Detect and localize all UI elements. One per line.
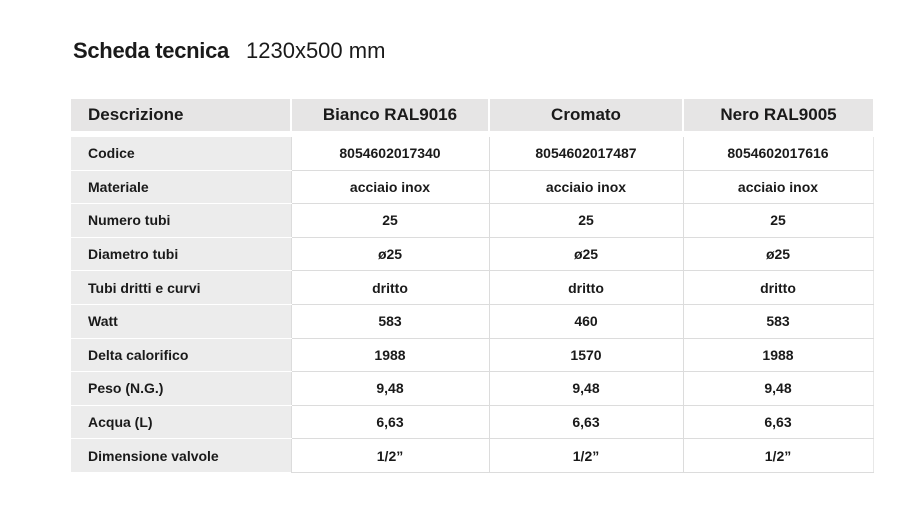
- table-cell: 8054602017616: [683, 134, 873, 170]
- table-cell: 1988: [683, 338, 873, 372]
- table-cell: 9,48: [291, 372, 489, 406]
- row-label: Dimensione valvole: [71, 439, 291, 473]
- spec-table: [71, 99, 874, 473]
- table-cell: 1/2”: [291, 439, 489, 473]
- column-header-cromato: Cromato: [489, 99, 683, 134]
- table-cell: 9,48: [489, 372, 683, 406]
- table-cell: acciaio inox: [489, 170, 683, 204]
- table-cell: 583: [683, 304, 873, 338]
- table-header-row: [71, 99, 873, 134]
- table-cell: 583: [291, 304, 489, 338]
- table-cell: 1/2”: [489, 439, 683, 473]
- table-cell: ø25: [683, 237, 873, 271]
- table-cell: acciaio inox: [291, 170, 489, 204]
- table-cell: 6,63: [683, 405, 873, 439]
- table-row: [71, 204, 873, 238]
- table-row: [71, 271, 873, 305]
- table-cell: acciaio inox: [683, 170, 873, 204]
- table-row: [71, 237, 873, 271]
- row-label: Numero tubi: [71, 204, 291, 238]
- table-row: [71, 405, 873, 439]
- table-cell: 25: [489, 204, 683, 238]
- table-cell: 9,48: [683, 372, 873, 406]
- dimensions-text: 1230x500 mm: [246, 38, 386, 63]
- table-cell: 25: [683, 204, 873, 238]
- page-title: [73, 38, 385, 68]
- table-cell: ø25: [291, 237, 489, 271]
- table-row: [71, 372, 873, 406]
- row-label: Materiale: [71, 170, 291, 204]
- table-cell: 8054602017340: [291, 134, 489, 170]
- table-cell: ø25: [489, 237, 683, 271]
- row-label: Diametro tubi: [71, 237, 291, 271]
- table-cell: dritto: [489, 271, 683, 305]
- title-text: Scheda tecnica: [73, 38, 229, 63]
- table-row: [71, 304, 873, 338]
- row-label: Delta calorifico: [71, 338, 291, 372]
- row-label: Codice: [71, 134, 291, 170]
- table-cell: dritto: [683, 271, 873, 305]
- row-label: Peso (N.G.): [71, 372, 291, 406]
- table-cell: 1570: [489, 338, 683, 372]
- table-row: [71, 338, 873, 372]
- table-cell: 6,63: [489, 405, 683, 439]
- table-cell: 1988: [291, 338, 489, 372]
- column-header-bianco: Bianco RAL9016: [291, 99, 489, 134]
- table-cell: dritto: [291, 271, 489, 305]
- table-cell: 25: [291, 204, 489, 238]
- row-label: Watt: [71, 304, 291, 338]
- table-row: [71, 439, 873, 473]
- table-cell: 460: [489, 304, 683, 338]
- table-cell: 8054602017487: [489, 134, 683, 170]
- table-cell: 1/2”: [683, 439, 873, 473]
- table-cell: 6,63: [291, 405, 489, 439]
- row-label: Tubi dritti e curvi: [71, 271, 291, 305]
- row-label: Acqua (L): [71, 405, 291, 439]
- table-row: [71, 170, 873, 204]
- column-header-description: Descrizione: [71, 99, 291, 134]
- column-header-nero: Nero RAL9005: [683, 99, 873, 134]
- table-row: [71, 134, 873, 170]
